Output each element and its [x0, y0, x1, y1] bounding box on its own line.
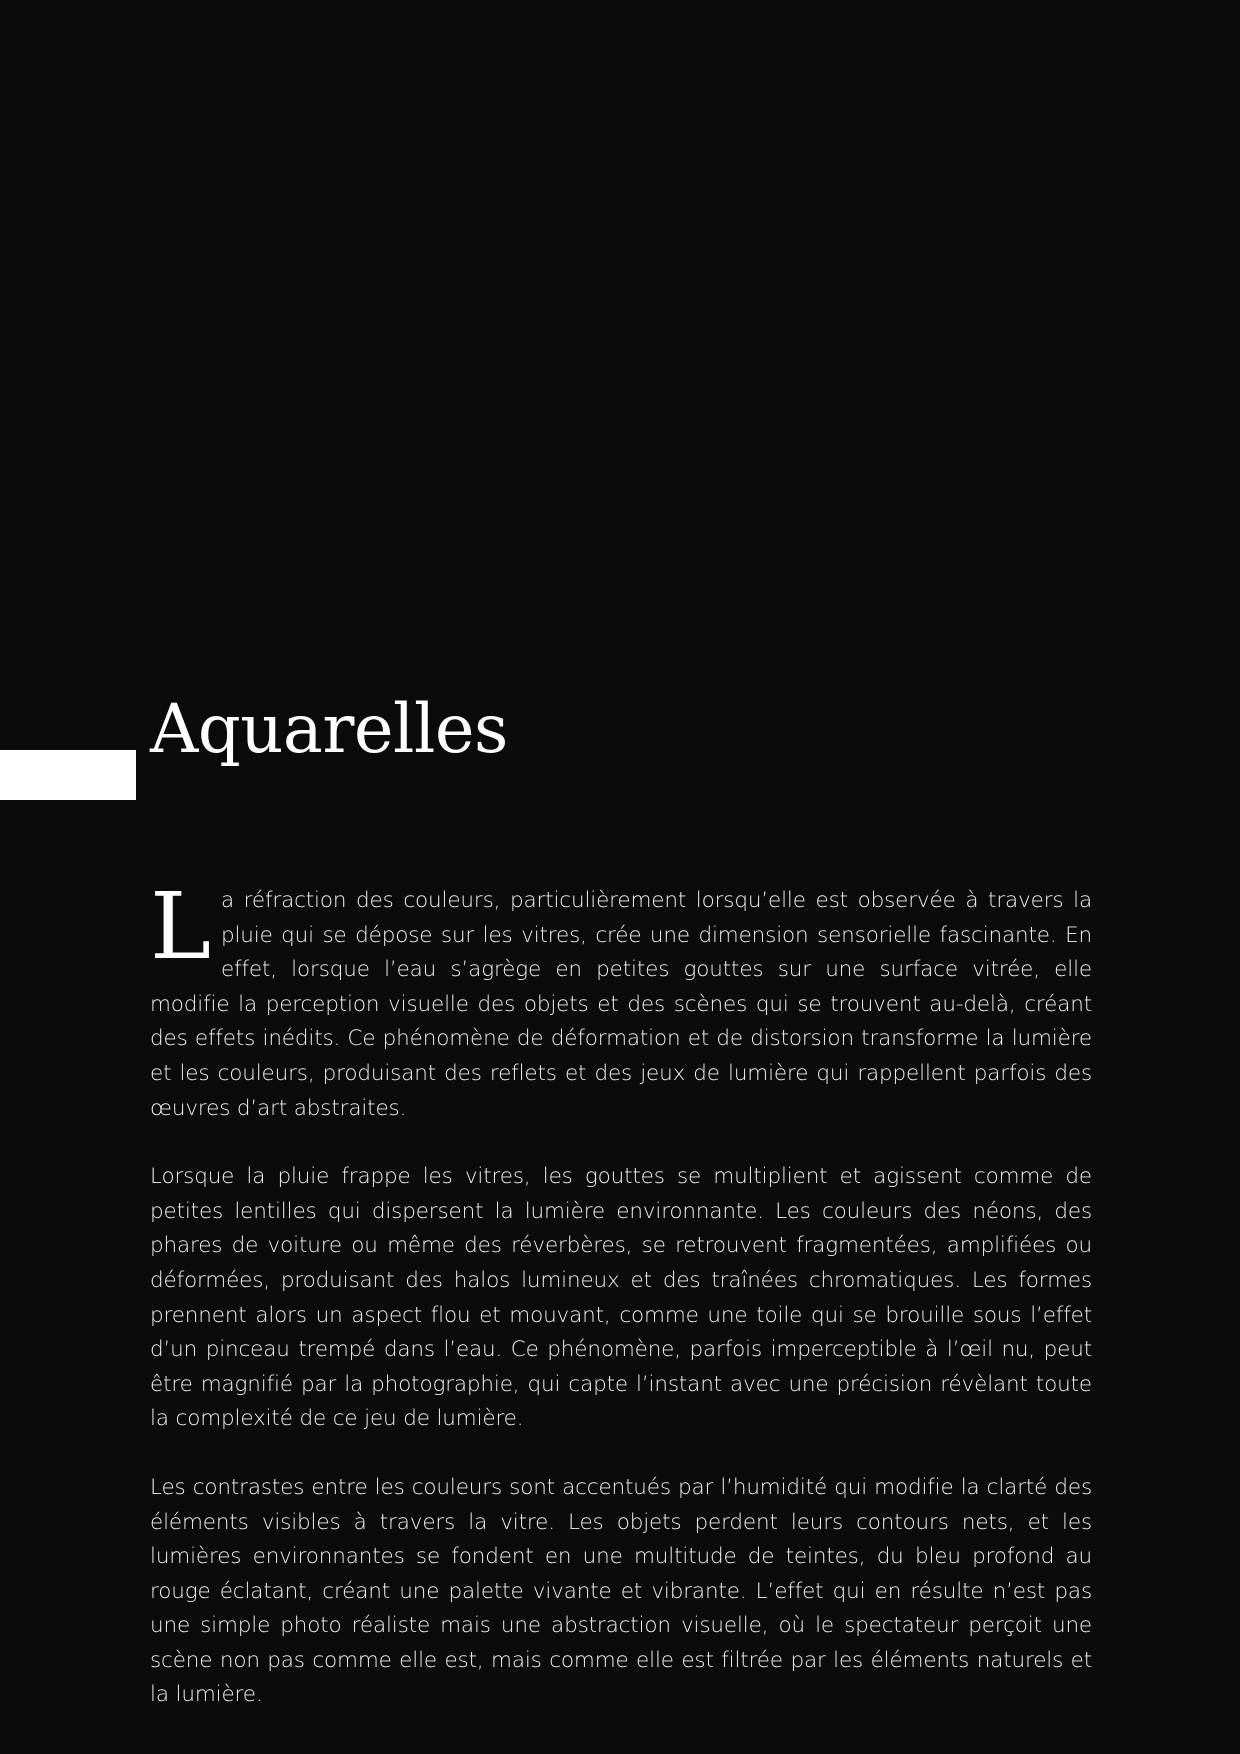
- page-title: Aquarelles: [150, 690, 508, 769]
- chapter-heading: [0, 690, 1240, 807]
- body-text-column: [150, 873, 1092, 1713]
- paragraph-2: Lorsque la pluie frappe les vitres, les gouttes se multiplient et agissent comme de petites lentilles qui dispersent la lumière environnante. Les couleurs des néons, des phares de voiture ou même des réverbères, se retrouvent fragmentées, amplifiées ou déformées, produisant des halos lumineux et des traînées chromatiques. Les formes prennent alors un aspect flou et mouvant, comme une toile qui se brouille sous l’effet d’un pinceau trempé dans l’eau. Ce phénomène, parfois imperceptible à l’œil nu, peut être magnifié par la photographie, qui capte l’instant avec une précision révèlant toute la complexité de ce jeu de lumière.: [150, 1164, 1092, 1432]
- paragraph-3: Les contrastes entre les couleurs sont accentués par l’humidité qui modifie la clarté des éléments visibles à travers la vitre. Les objets perdent leurs contours nets, et les lumières environnantes se fondent en une multitude de teintes, du bleu profond au rouge éclatant, créant une palette vivante et vibrante. L’effet qui en résulte n’est pas une simple photo réaliste mais une abstraction visuelle, où le spectateur perçoit une scène non pas comme elle est, mais comme elle est filtrée par les éléments naturels et la lumière.: [150, 1474, 1092, 1708]
- paragraph-1: La réfraction des couleurs, particulièrement lorsqu’elle est observée à travers la pluie qui se dépose sur les vitres, crée une dimension sensorielle fascinante. En effet, lorsque l’eau s’agrège en petites gouttes sur une surface vitrée, elle modifie la perception visuelle des objets et des scènes qui se trouvent au-delà, créant des effets inédits. Ce phénomène de déformation et de distorsion transforme la lumière et les couleurs, produisant des reflets et des jeux de lumière qui rappellent parfois des œuvres d’art abstraites.: [150, 873, 1092, 1121]
- title-accent-rule: [0, 750, 136, 800]
